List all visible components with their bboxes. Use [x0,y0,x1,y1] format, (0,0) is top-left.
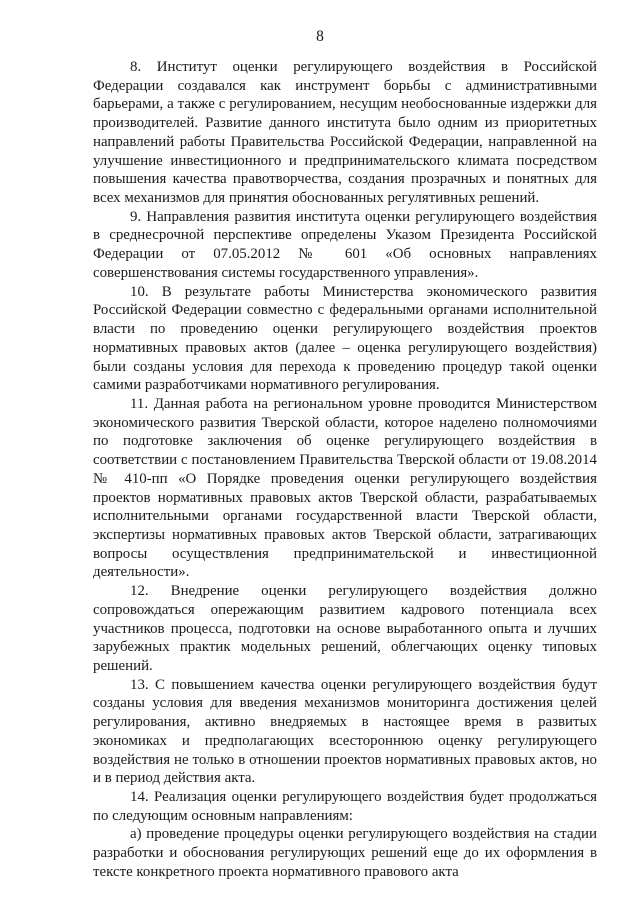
paragraph-8: 8. Институт оценки регулирующего воздействия в Российской Федерации создавался как инструмент борьбы с административными барьерами, а также с регулированием, несущим необоснованные издержки для производителей. Развитие данного института было одним из приоритетных направлений работы Правительства Российской Федерации, направленной на улучшение инвестиционного и предпринимательского климата посредством повышения качества правотворчества, создания прозрачных и понятных для всех механизмов для принятия обоснованных регулятивных решений. [93,59,597,207]
paragraph-14a: а) проведение процедуры оценки регулирующего воздействия на стадии разработки и обоснования регулирующих решений еще до их оформления в тексте конкретного проекта нормативного правового акта [93,826,597,880]
paragraph-14: 14. Реализация оценки регулирующего воздействия будет продолжаться по следующим основным направлениям: [93,789,597,824]
paragraph-9: 9. Направления развития института оценки регулирующего воздействия в среднесрочной перспективе определены Указом Президента Российской Федерации от 07.05.2012 № 601 «Об основных направлениях совершенствования системы государственного управления». [93,208,597,281]
paragraph-11: 11. Данная работа на региональном уровне проводится Министерством экономического развития Тверской области, которое наделено полномочиями по подготовке заключения об оценке регулирующего воздействия в соответствии с постановлением Правительства Тверской области от 19.08.2014 № 410-пп «О Порядке проведения оценки регулирующего воздействия проектов нормативных правовых актов Тверской области, разрабатываемых исполнительными органами государственной власти Тверской области, экспертизы нормативных правовых актов Тверской области, затрагивающих вопросы осуществления предпринимательской и инвестиционной деятельности». [93,395,597,581]
paragraph-12: 12. Внедрение оценки регулирующего воздействия должно сопровождаться опережающим развитием кадрового потенциала всех участников процесса, подготовки на основе выработанного опыта и лучших зарубежных практик модельных решений, облегчающих оценку типовых решений. [93,583,597,674]
page-number: 8 [316,28,324,45]
paragraph-10: 10. В результате работы Министерства экономического развития Российской Федерации совместно с федеральными органами исполнительной власти по проведению оценки регулирующего воздействия проектов нормативных правовых актов (далее – оценка регулирующего воздействия) были созданы условия для перехода к проведению процедур такой оценки самими разработчиками нормативного регулирования. [93,283,597,394]
paragraph-13: 13. С повышением качества оценки регулирующего воздействия будут созданы условия для введения механизмов мониторинга достижения целей регулирования, активно внедряемых в настоящее время в развитых экономиках и предполагающих всестороннюю оценку регулирующего воздействия не только в отношении проектов нормативных правовых актов, но и в период действия акта. [93,676,597,787]
document-body [93,58,597,882]
